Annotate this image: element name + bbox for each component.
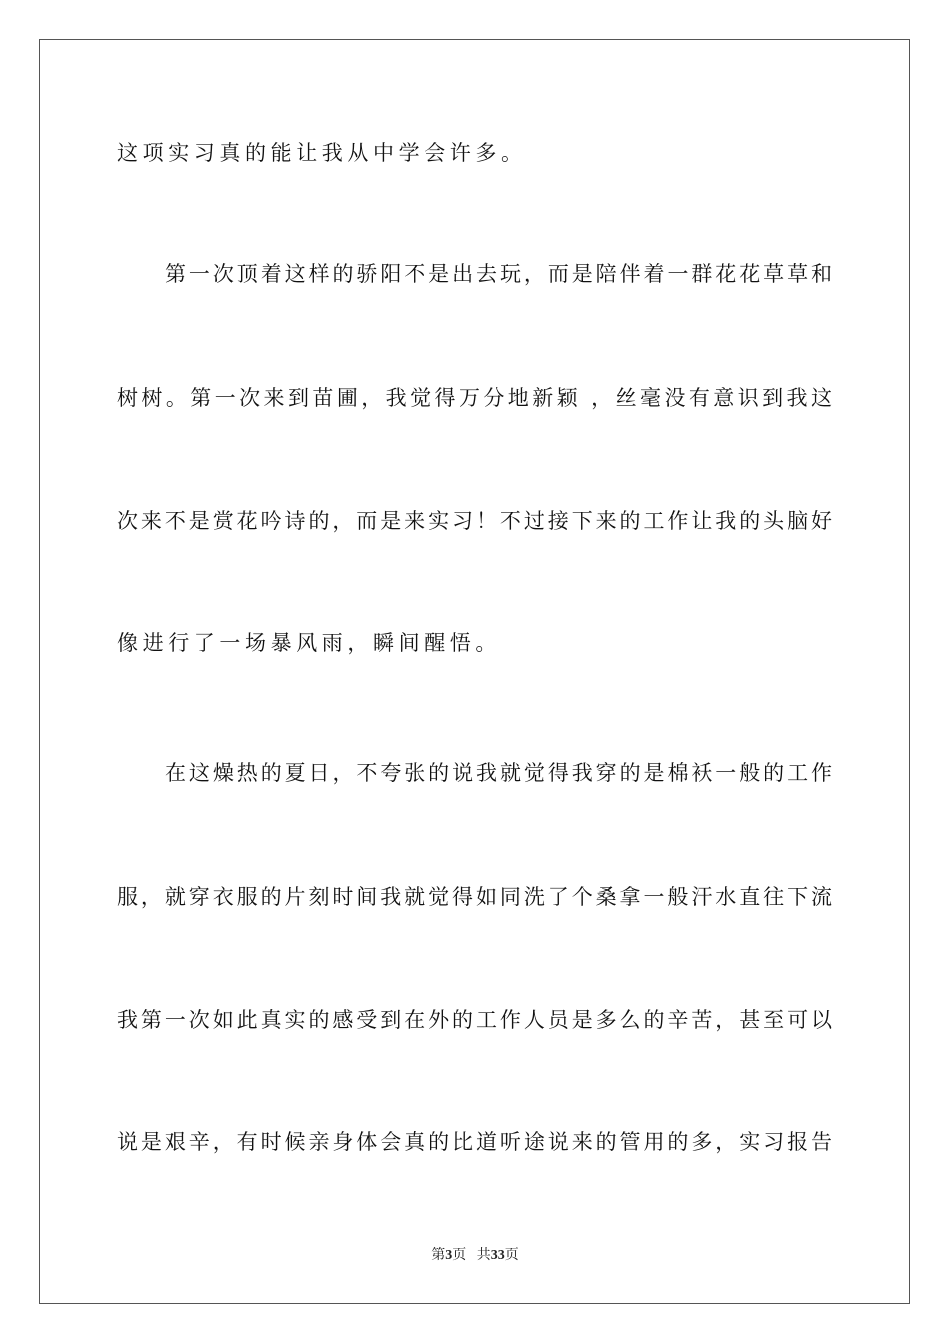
paragraph-line-6: 在这燥热的夏日，不夸张的说我就觉得我穿的是棉袄一般的工作 — [165, 761, 833, 785]
page-footer — [0, 1246, 950, 1266]
footer-page-number: 3 — [445, 1248, 453, 1263]
footer-page-suffix: 页 — [452, 1248, 467, 1263]
paragraph-line-8: 我第一次如此真实的感受到在外的工作人员是多么的辛苦，甚至可以 — [117, 1008, 833, 1032]
paragraph-line-9: 说是艰辛，有时候亲身体会真的比道听途说来的管用的多，实习报告 — [117, 1130, 833, 1154]
paragraph-line-2: 第一次顶着这样的骄阳不是出去玩，而是陪伴着一群花花草草和 — [165, 262, 833, 286]
paragraph-line-7: 服，就穿衣服的片刻时间我就觉得如同洗了个桑拿一般汗水直往下流 — [117, 885, 833, 909]
footer-page-prefix: 第 — [431, 1248, 446, 1263]
paragraph-line-5: 像进行了一场暴风雨，瞬间醒悟。 — [117, 631, 501, 655]
footer-total-pages: 33 — [490, 1248, 505, 1263]
footer-total-prefix: 共 — [476, 1248, 491, 1263]
paragraph-line-3: 树树。第一次来到苗圃，我觉得万分地新颖 ，丝毫没有意识到我这 — [117, 386, 833, 410]
paragraph-line-4: 次来不是赏花吟诗的，而是来实习！不过接下来的工作让我的头脑好 — [117, 509, 833, 533]
footer-total-suffix: 页 — [504, 1248, 519, 1263]
page-border — [39, 39, 910, 1304]
paragraph-line-1: 这项实习真的能让我从中学会许多。 — [117, 141, 527, 165]
